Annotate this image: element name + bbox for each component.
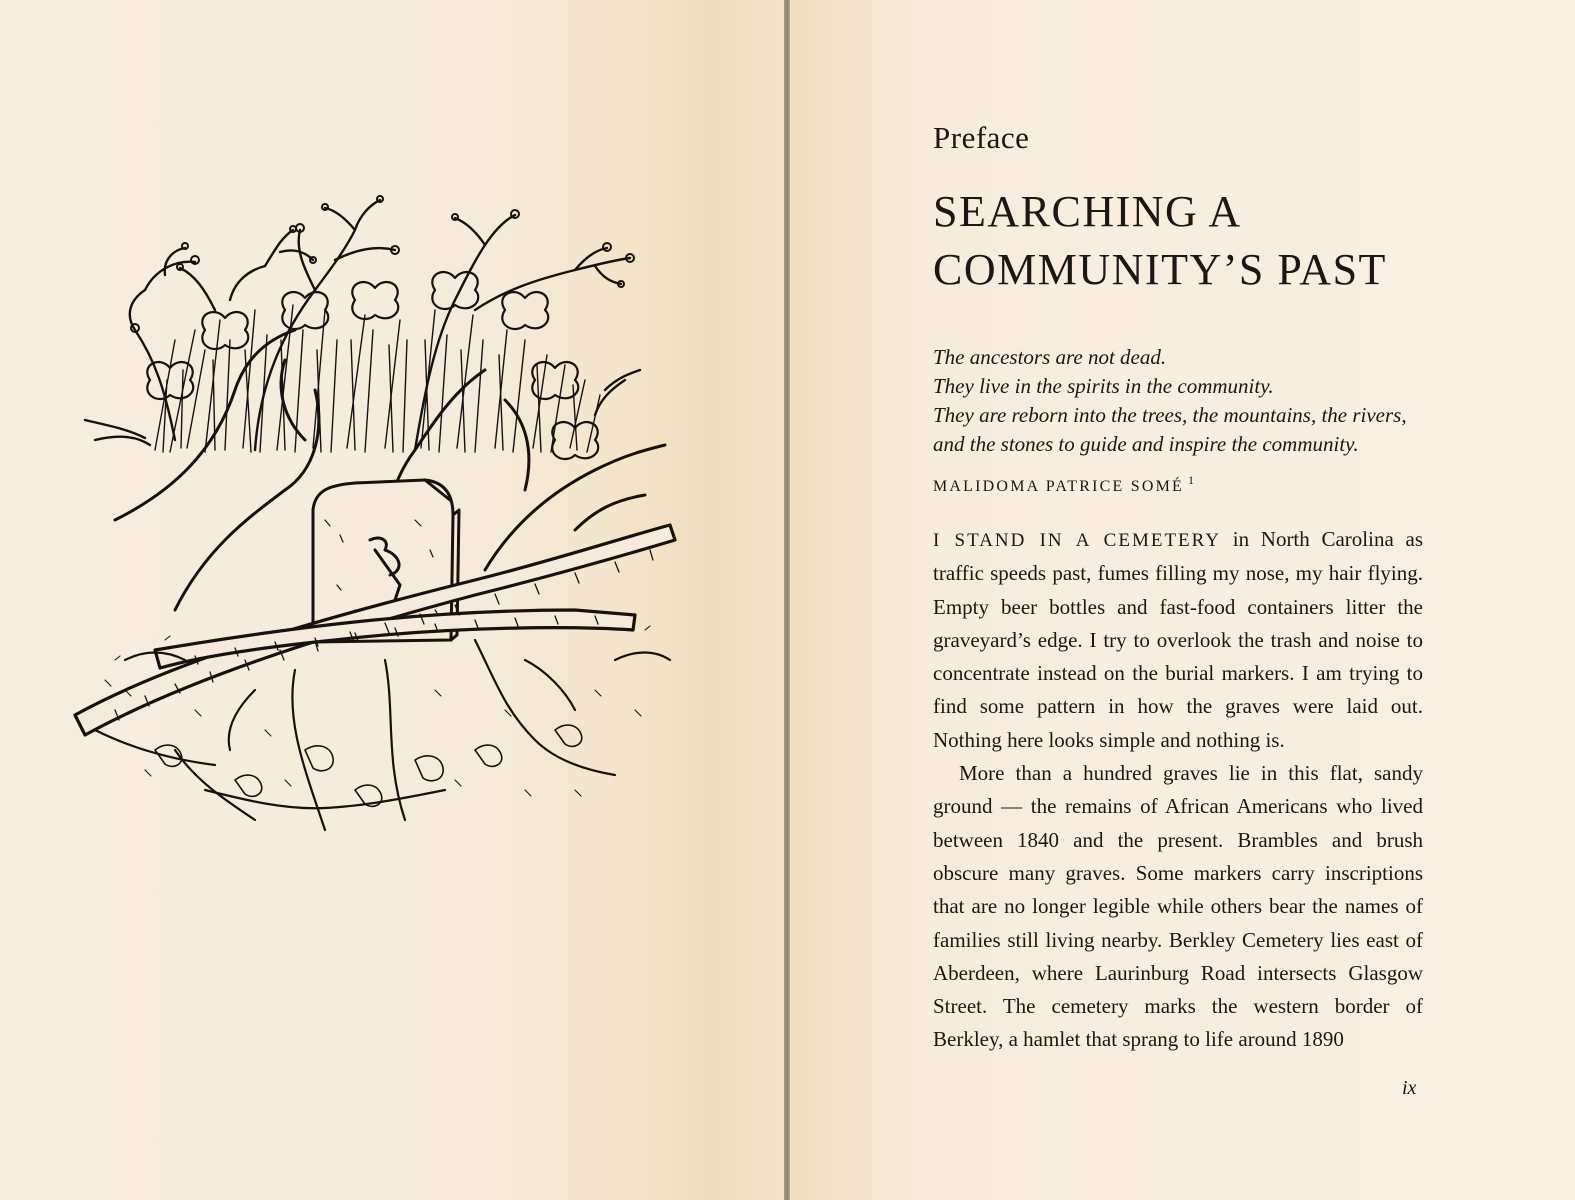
chapter-title-line-2: COMMUNITY’S PAST: [933, 245, 1387, 294]
section-label: Preface: [933, 120, 1030, 155]
right-page: [791, 0, 1575, 1200]
paragraph: [933, 523, 1423, 757]
paragraph: More than a hundred graves lie in this flat, sandy ground — the remains of African Americans who lived between 1840 and the present. Brambles and brush obscure many graves. Some markers carry inscriptions that are no longer legible while others bear the names of families still living nearby. Berkley Cemetery lies east of Aberdeen, where Laurinburg Road intersects Glasgow Street. The cemetery marks the western border of Berkley, a hamlet that sprang to life around 1890: [933, 761, 1423, 1052]
epigraph-line: They are reborn into the trees, the mountains, the rivers,: [933, 403, 1407, 427]
paragraph-text: in North Carolina as traffic speeds past, fumes filling my nose, my hair flying. Empty beer bottles and fast-food containers litter the graveyard’s edge. I try to overlook the trash and noise to concentrate instead on the burial markers. I am trying to find some pattern in how the graves were laid out. Nothing here looks simple and nothing is.: [933, 527, 1423, 752]
epigraph-line: and the stones to guide and inspire the community.: [933, 432, 1359, 456]
epigraph-line: They live in the spirits in the community.: [933, 374, 1274, 398]
body-text: [933, 523, 1423, 1057]
left-page: [0, 0, 786, 1200]
epigraph-attribution: [933, 473, 1194, 496]
epigraph: [933, 343, 1433, 459]
footnote-marker: 1: [1187, 473, 1194, 487]
grave-marker-drawing: [55, 190, 680, 840]
chapter-title-line-1: SEARCHING A: [933, 187, 1242, 236]
book-gutter: [784, 0, 790, 1200]
page-number: ix: [1402, 1077, 1417, 1099]
attribution-name: MALIDOMA PATRICE SOMÉ: [933, 478, 1184, 495]
epigraph-line: The ancestors are not dead.: [933, 345, 1167, 369]
paragraph-lead-in: I STAND IN A CEMETERY: [933, 530, 1222, 551]
cemetery-illustration: [55, 190, 680, 840]
